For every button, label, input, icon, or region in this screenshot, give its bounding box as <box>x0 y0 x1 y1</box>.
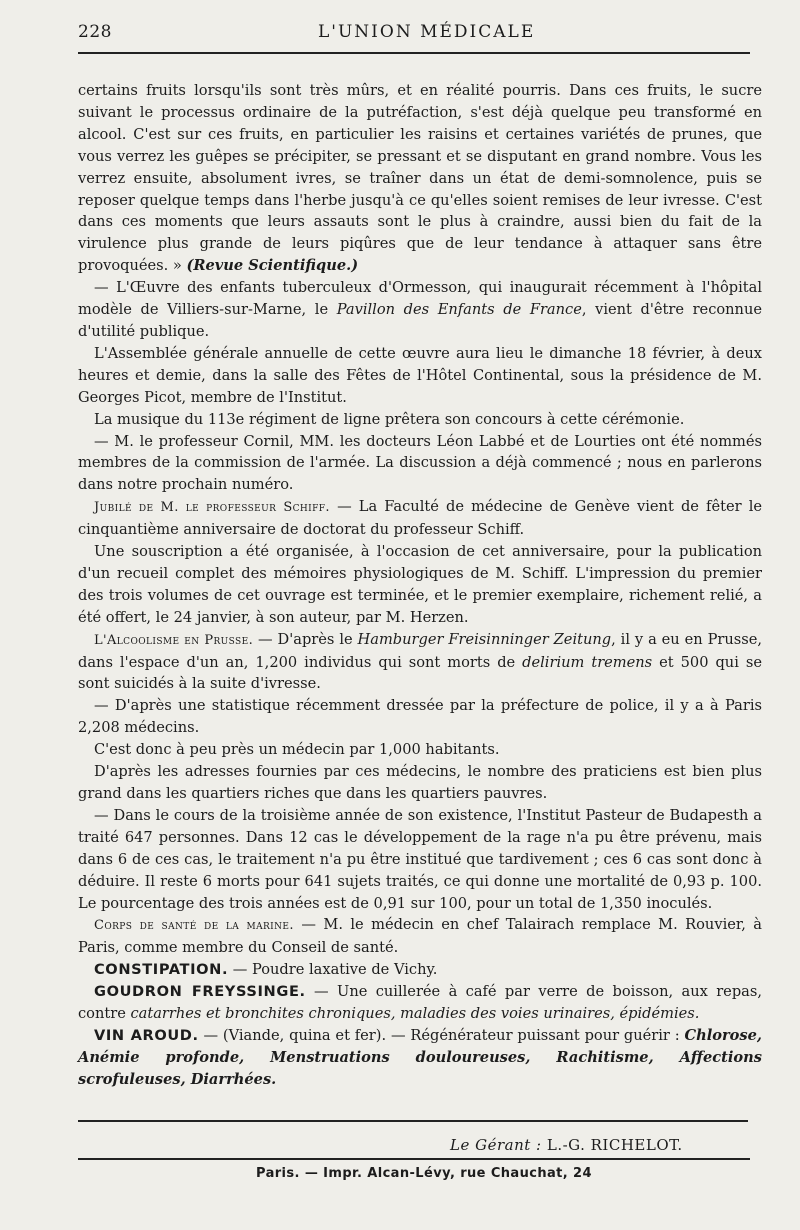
paragraph-adresses: D'après les adresses fournies par ces médecins, le nombre des praticiens est bien plus grand dans les quartiers riches que dans les quartiers pauvres. <box>78 763 762 802</box>
paragraph-music: La musique du 113e régiment de ligne prêtera son concours à cette cérémonie. <box>94 410 685 428</box>
paragraph-jubile: Jubilé de M. le professeur Schiff. — La Faculté de médecine de Genève vient de fêter le cinquantième anniversaire de doctorat du professeur Schiff. <box>78 498 762 539</box>
running-title: L'UNION MÉDICALE <box>318 22 536 42</box>
section-heading: Jubilé de M. le professeur Schiff. <box>94 500 330 516</box>
ad-vin-aroud: VIN AROUD. — (Viande, quina et fer). — Régénérateur puissant pour guérir : Chlorose, Anémie profonde, Menstruations douloureuses, Rachitisme, Affections scrofuleuses, Diarrhées. <box>78 1026 762 1088</box>
paragraph-statistique: — D'après une statistique récemment dressée par la préfecture de police, il y a à Paris 2,208 médecins. <box>78 697 762 737</box>
ad-heading: VIN AROUD. <box>94 1026 199 1044</box>
ad-goudron: GOUDRON FREYSSINGE. — Une cuillerée à café par verre de boisson, aux repas, contre catarrhes et bronchites chroniques, maladies des voies urinaires, épidémies. <box>78 983 762 1023</box>
article-body <box>78 80 762 1091</box>
paragraph-commission: — M. le professeur Cornil, MM. les docteurs Léon Labbé et de Lourties ont été nommés membres de la commission de l'armée. La discussion a déjà commencé ; nous en parlerons dans notre prochain numéro. <box>78 432 762 494</box>
footer-rule-top <box>78 1120 748 1122</box>
paragraph-ormesson: — L'Œuvre des enfants tuberculeux d'Ormesson, qui inaugurait récemment à l'hôpital modèle de Villiers-sur-Marne, le Pavillon des Enfants de France, vient d'être reconnue d'utilité publique. <box>78 279 762 340</box>
paragraph-assembly: L'Assemblée générale annuelle de cette œuvre aura lieu le dimanche 18 février, à deux heures et demie, dans la salle des Fêtes de l'Hôtel Continental, sous la présidence de M. Georges Picot, membre de l'Institut. <box>78 344 762 406</box>
header-rule <box>78 52 750 54</box>
paragraph-habitants: C'est donc à peu près un médecin par 1,000 habitants. <box>94 741 500 759</box>
printer-imprint: Paris. — Impr. Alcan-Lévy, rue Chauchat, 24 <box>256 1166 592 1181</box>
ad-constipation: CONSTIPATION. — Poudre laxative de Vichy. <box>94 961 438 979</box>
gerant-signature: Le Gérant : L.-G. RICHELOT. <box>450 1136 683 1154</box>
page-number: 228 <box>78 22 112 42</box>
paragraph-pasteur: — Dans le cours de la troisième année de son existence, l'Institut Pasteur de Budapesth a traité 647 personnes. Dans 12 cas le développement de la rage n'a pu être prévenu, mais dans 6 de ces cas, le traitement n'a pu être institué que tardivement ; ces 6 cas sont donc à déduire. Il reste 6 morts pour 641 sujets traités, ce qui donne une mortalité de 0,93 p. 100. Le pourcentage des trois années est de 0,91 sur 100, pour un total de 1,350 inoculés. <box>78 806 762 912</box>
paragraph-wasps: certains fruits lorsqu'ils sont très mûrs, et en réalité pourris. Dans ces fruits, le sucre suivant le processus ordinaire de la putréfaction, s'est déjà quelque peu transformé en alcool. C'est sur ces fruits, en particulier les raisins et certaines variétés de prunes, que vous verrez les guêpes se précipiter, se pressant et se disputant en grand nombre. Vous les verrez ensuite, absolument ivres, se traîner dans un état de demi-somnolence, puis se reposer quelque temps dans l'herbe jusqu'à ce qu'elles soient remises de leur ivresse. C'est dans ces moments que leurs assauts sont le plus à craindre, aussi bien du fait de la virulence plus grande de leurs piqûres que de leur tendance à attaquer sans être provoquées. » (Revue Scientifique.) <box>78 82 762 275</box>
footer-rule-bottom <box>78 1158 750 1160</box>
page-header <box>78 22 758 46</box>
ad-heading: GOUDRON FREYSSINGE. <box>94 983 306 1001</box>
section-heading: L'Alcoolisme en Prusse. <box>94 632 254 648</box>
paragraph-souscription: Une souscription a été organisée, à l'occasion de cet anniversaire, pour la publication d'un recueil complet des mémoires physiologiques de M. Schiff. L'impression du premier des trois volumes de cet ouvrage est terminée, et le premier exemplaire, richement relié, a été offert, le 24 janvier, à son auteur, par M. Herzen. <box>78 543 762 626</box>
source-citation: (Revue Scientifique.) <box>186 257 359 275</box>
paragraph-marine: Corps de santé de la marine. — M. le médecin en chef Talairach remplace M. Rouvier, à Paris, comme membre du Conseil de santé. <box>78 916 763 957</box>
section-heading: Corps de santé de la marine. <box>94 918 294 934</box>
paragraph-alcoolisme: L'Alcoolisme en Prusse. — D'après le Hamburger Freisinninger Zeitung, il y a eu en Prusse, dans l'espace d'un an, 1,200 individus qui sont morts de delirium tremens et 500 qui se sont suicidés à la suite d'ivresse. <box>78 630 763 693</box>
ad-heading: CONSTIPATION. <box>94 961 229 979</box>
